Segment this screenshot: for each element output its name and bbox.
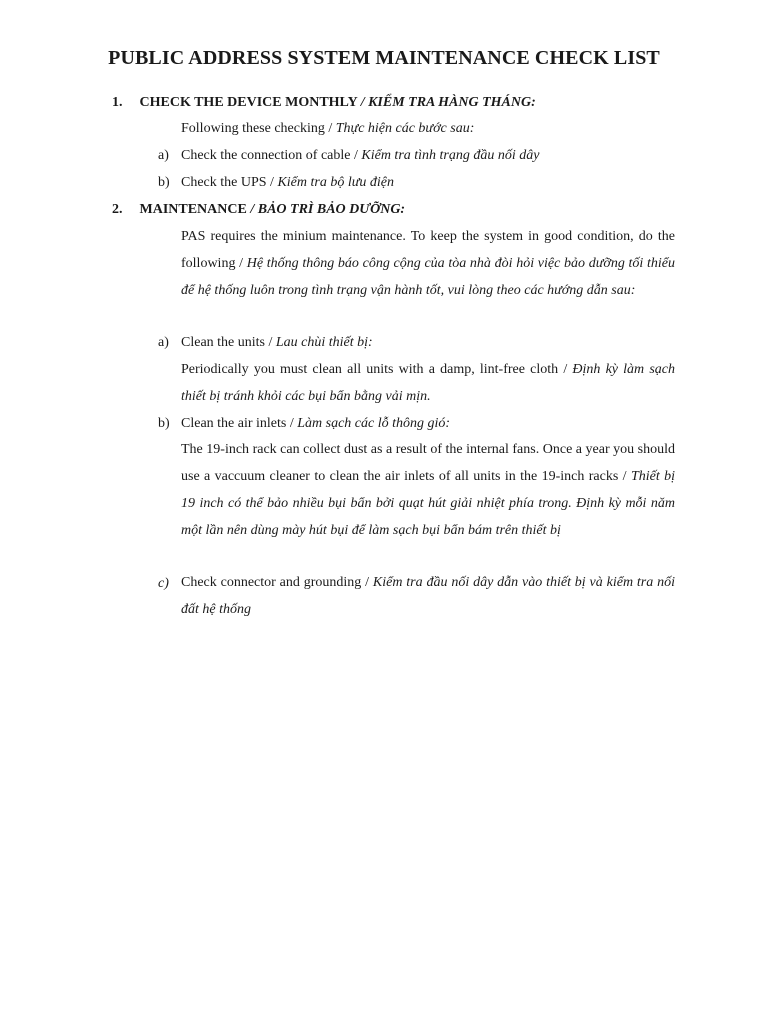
section-2-item-a-desc-en: Periodically you must clean all units with a damp, lint-free cloth / xyxy=(181,362,568,377)
section-1-intro-en: Following these checking / xyxy=(181,121,333,136)
section-2-item-b-label: b) xyxy=(158,416,170,431)
section-2-item-b-desc-vi: Thiết bị 19 inch có thể bảo nhiều bụi bẩn bởi quạt hút giải nhiệt phía trong. Định kỳ mỗi năm một lần nên dùng mày hút bụi để làm sạch bụi bẩn bám trên thiết bị xyxy=(181,469,676,538)
section-1-number: 1. xyxy=(112,95,123,110)
section-2-item-c-en: Check connector and grounding / xyxy=(181,575,370,590)
section-2-intro-vi: Hệ thống thông báo công cộng của tòa nhà đòi hỏi việc bảo dưỡng tối thiểu để hệ thống luôn trong tình trạng vận hành tốt, vui lòng theo các hướng dẫn sau: xyxy=(181,256,675,298)
page-title: PUBLIC ADDRESS SYSTEM MAINTENANCE CHECK LIST xyxy=(108,47,660,69)
section-2-item-b-desc xyxy=(181,436,675,544)
section-1-item-a xyxy=(181,148,540,164)
section-1-item-b-en: Check the UPS / xyxy=(181,175,274,190)
section-2-item-b xyxy=(181,416,450,432)
section-2-item-a-en: Clean the units / xyxy=(181,335,273,350)
section-2-item-a-desc-vi: Định kỳ làm sạch thiết bị tránh khỏi các bụi bẩn bằng vải mịn. xyxy=(181,362,675,404)
section-1-heading xyxy=(112,95,536,111)
section-1-item-b-label: b) xyxy=(158,175,170,190)
section-2-heading xyxy=(112,202,405,218)
section-2-item-a-desc xyxy=(181,356,675,410)
section-2-heading-vi: / BẢO TRÌ BẢO DƯỠNG: xyxy=(250,202,406,217)
section-2-item-c-label: c) xyxy=(158,576,169,591)
section-1-heading-en: CHECK THE DEVICE MONTHLY xyxy=(139,95,358,110)
section-1-heading-vi: / KIỂM TRA HÀNG THÁNG: xyxy=(360,95,536,110)
section-1-intro xyxy=(181,121,474,137)
section-1-item-b-vi: Kiểm tra bộ lưu điện xyxy=(277,175,394,190)
section-2-heading-en: MAINTENANCE xyxy=(139,202,247,217)
section-2-item-a-vi: Lau chùi thiết bị: xyxy=(275,335,373,350)
section-2-intro xyxy=(181,223,675,304)
section-1-item-a-label: a) xyxy=(158,148,169,163)
section-2-item-b-en: Clean the air inlets / xyxy=(181,416,294,431)
section-2-item-b-vi: Làm sạch các lỗ thông gió: xyxy=(297,416,451,431)
section-1-item-a-en: Check the connection of cable / xyxy=(181,148,358,163)
section-1-item-a-vi: Kiểm tra tình trạng đầu nối dây xyxy=(361,148,540,163)
section-2-item-a-label: a) xyxy=(158,335,169,350)
section-2-item-a xyxy=(181,335,373,351)
section-1-item-b xyxy=(181,175,394,191)
section-2-item-c-vi: Kiểm tra đầu nối dây dẫn vào thiết bị và kiểm tra nối đất hệ thống xyxy=(181,575,675,617)
section-1-intro-vi: Thực hiện các bước sau: xyxy=(335,121,475,136)
section-2-item-c xyxy=(181,569,675,623)
section-2-item-b-desc-en: The 19-inch rack can collect dust as a result of the internal fans. Once a year you should use a vaccuum cleaner to clean the air inlets of all units in the 19-inch racks / xyxy=(181,442,675,484)
section-2-number: 2. xyxy=(112,202,123,217)
section-2-intro-en: PAS requires the minium maintenance. To keep the system in good condition, do the following / xyxy=(181,229,675,271)
